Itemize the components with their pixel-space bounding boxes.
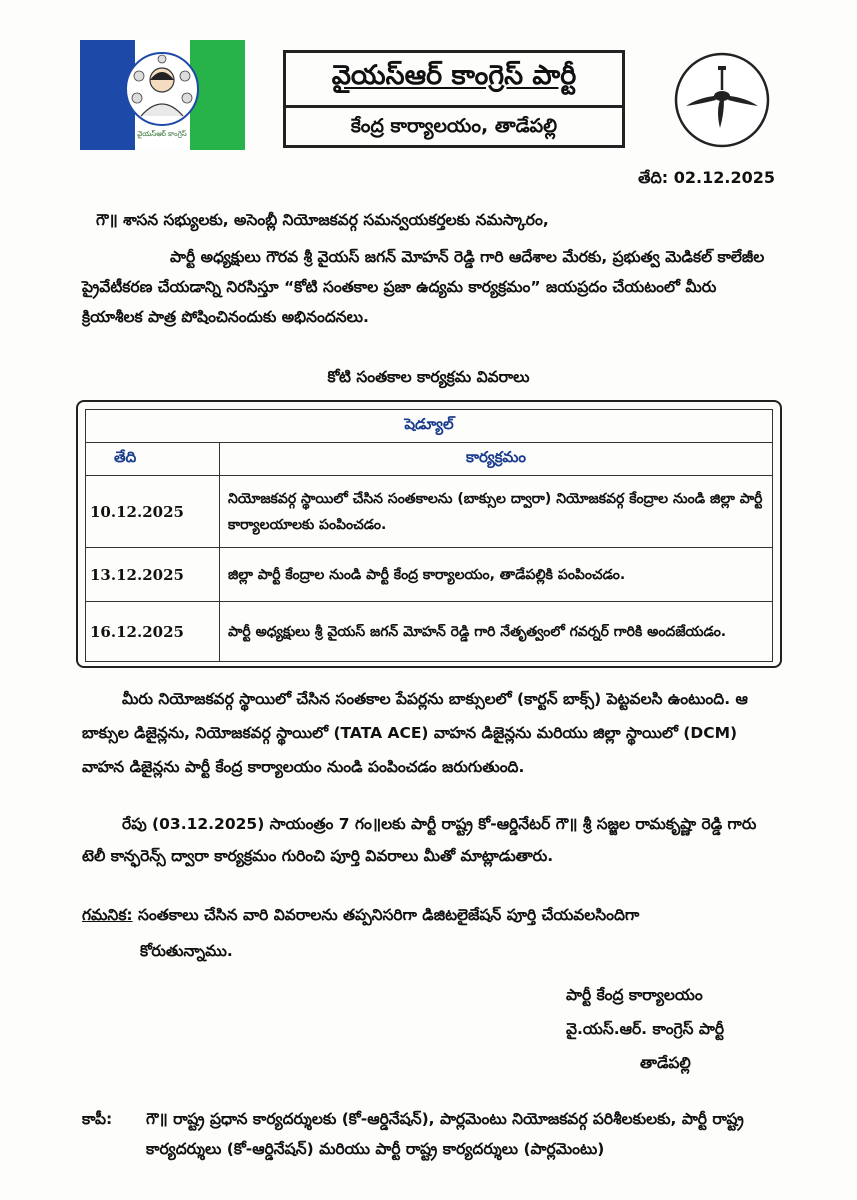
ysr-portrait-emblem: [122, 50, 202, 142]
table-row: [86, 602, 773, 662]
party-name: వైయస్ఆర్ కాంగ్రెస్ పార్టీ: [286, 53, 622, 108]
party-title-box: [283, 50, 625, 148]
row-program: నియోజకవర్గ స్థాయిలో చేసిన సంతకాలను (బాక్సుల ద్వారా) నియోజకవర్గ కేంద్రాల నుండి జిల్లా పార్టీ కార్యాలయాలకు పంపించడం.: [220, 476, 773, 548]
column-header-date: తేది: [86, 443, 220, 476]
letter-date: తేది: 02.12.2025: [638, 168, 775, 187]
note-line-2: కోరుతున్నాము.: [140, 942, 233, 960]
signature-line-1: పార్టీ కేంద్ర కార్యాలయం: [566, 986, 703, 1004]
row-date: 13.12.2025: [86, 548, 220, 602]
signature-line-2: వై.యస్.ఆర్. కాంగ్రెస్ పార్టీ: [566, 1020, 725, 1038]
note: [82, 900, 777, 930]
boxes-paragraph: మీరు నియోజకవర్గ స్థాయిలో చేసిన సంతకాల పేపర్లను బాక్సులలో (కార్టన్ బాక్స్) పెట్టవలసి ఉంటుంది. ఆ బాక్సుల డిజైన్లను, నియోజకవర్గ స్థాయిలో (TATA ACE) వాహన డిజైన్లను మరియు జిల్లా స్థాయిలో (DCM) వాహన డిజైన్లను పార్టీ కేంద్ర కార్యాలయం నుండి పంపించడం జరుగుతుంది.: [82, 690, 748, 776]
schedule-table-frame: [76, 400, 782, 668]
flag-caption: వైయస్ఆర్ కాంగ్రెస్: [137, 130, 187, 138]
teleconference-paragraph: రేపు (03.12.2025) సాయంత్రం 7 గం॥లకు పార్టీ రాష్ట్ర కో-ఆర్డినేటర్ గౌ॥ శ్రీ సజ్జల రామకృష్ణా రెడ్డి గారు టెలీ కాన్ఫరెన్స్ ద్వారా కార్యక్రమం గురించి పూర్తి వివరాలు మీతో మాట్లాడుతారు.: [82, 815, 757, 865]
column-header-program: కార్యక్రమం: [220, 443, 773, 476]
signature-line-3: తాడేపల్లి: [640, 1054, 691, 1072]
table-row: [86, 548, 773, 602]
table-row: [86, 476, 773, 548]
intro-paragraph: పార్టీ అధ్యక్షులు గౌరవ శ్రీ వైయస్ జగన్ మోహన్ రెడ్డి గారి ఆదేశాల మేరకు, ప్రభుత్వ మెడికల్ కాలేజీల ప్రైవేటీకరణ చేయడాన్ని నిరసిస్తూ “కోటి సంతకాల ప్రజా ఉద్యమ కార్యక్రమం” జయప్రదం చేయటంలో మీరు క్రియాశీలక పాత్ర పోషించినందుకు అభినందనలు.: [82, 248, 765, 326]
office-name: కేంద్ర కార్యాలయం, తాడేపల్లి: [350, 114, 558, 137]
salutation: గౌ॥ శాసన సభ్యులకు, అసెంబ్లీ నియోజకవర్గ సమన్వయకర్తలకు నమస్కారం,: [96, 211, 549, 229]
schedule-heading: షెడ్యూల్: [86, 410, 773, 443]
schedule-table: [85, 409, 773, 662]
row-date: 10.12.2025: [86, 476, 220, 548]
section-title: కోటి సంతకాల కార్యక్రమ వివరాలు: [327, 368, 530, 386]
ceiling-fan-icon: [674, 52, 770, 148]
note-label: గమనిక:: [82, 906, 133, 924]
party-flag: [80, 40, 245, 150]
row-date: 16.12.2025: [86, 602, 220, 662]
copy-recipients: గౌ॥ రాష్ట్ర ప్రధాన కార్యదర్శులకు (కో-ఆర్డినేషన్), పార్లమెంటు నియోజకవర్గ పరిశీలకులకు, పార్టీ రాష్ట్ర కార్యదర్శులు (కో-ఆర్డినేషన్) మరియు పార్టీ రాష్ట్ర కార్యదర్శులు (పార్లమెంటు): [146, 1110, 744, 1158]
copy-label: కాపీ:: [82, 1110, 113, 1128]
row-program: పార్టీ అధ్యక్షులు శ్రీ వైయస్ జగన్ మోహన్ రెడ్డి గారి నేతృత్వంలో గవర్నర్ గారికి అందజేయడం.: [220, 602, 773, 662]
note-line-1: సంతకాలు చేసిన వారి వివరాలను తప్పనిసరిగా డిజిటలైజేషన్ పూర్తి చేయవలసిందిగా: [138, 906, 640, 924]
row-program: జిల్లా పార్టీ కేంద్రాల నుండి పార్టీ కేంద్ర కార్యాలయం, తాడేపల్లికి పంపించడం.: [220, 548, 773, 602]
